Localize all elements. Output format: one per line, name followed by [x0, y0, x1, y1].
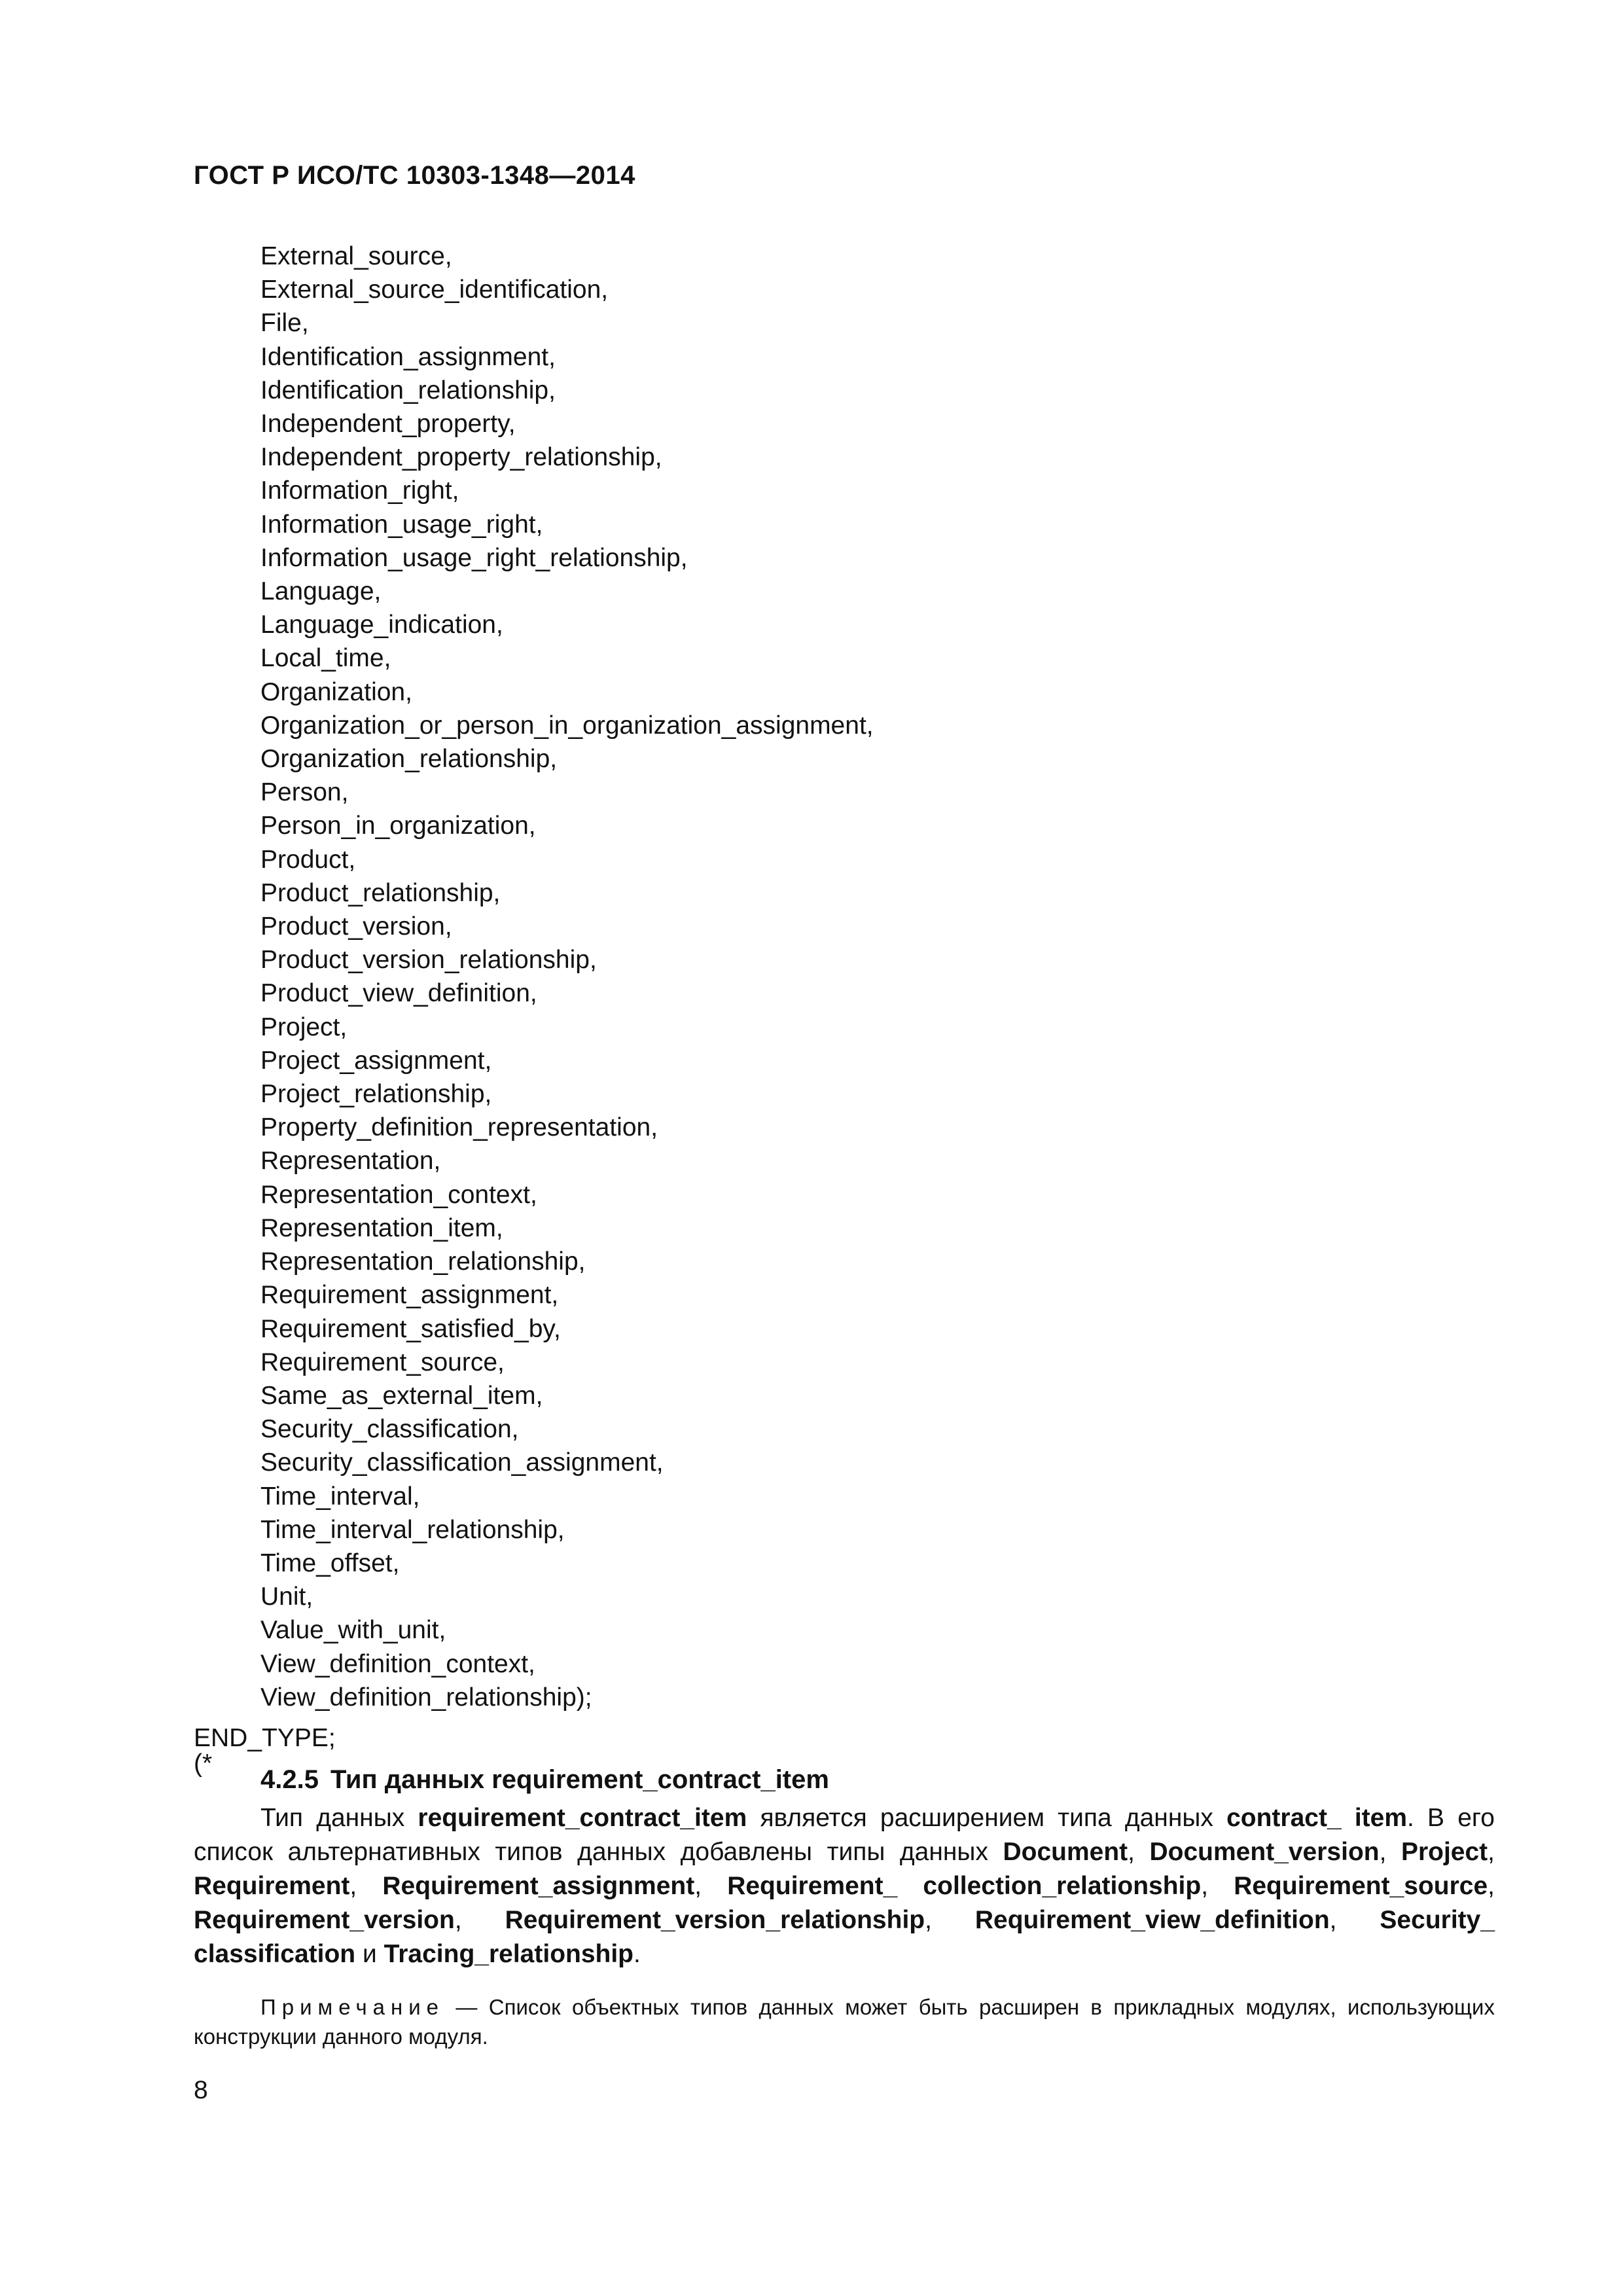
standard-code-header: ГОСТ Р ИСО/ТС 10303-1348—2014 [194, 161, 635, 190]
paragraph-text: и [355, 1940, 384, 1968]
section-body-paragraph [194, 1801, 1495, 1971]
paragraph-text: , [925, 1906, 975, 1934]
note-paragraph [194, 1992, 1495, 2051]
entity-list-item: Product_view_definition, [260, 979, 537, 1008]
type-name: Project [1400, 1838, 1488, 1866]
entity-list-item: Independent_property_relationship, [260, 443, 662, 472]
entity-list-item: View_definition_relationship); [260, 1683, 592, 1712]
entity-list-item: Language_indication, [260, 611, 503, 639]
paragraph-text: , [349, 1872, 383, 1900]
entity-list-item: Security_classification, [260, 1415, 519, 1444]
entity-list-item: Information_usage_right, [260, 510, 543, 539]
entity-list-item: Representation_context, [260, 1180, 537, 1209]
type-name: Requirement [194, 1872, 350, 1900]
note-label: Примечание [260, 1995, 445, 2019]
paragraph-text: , [454, 1906, 505, 1934]
entity-list-item: Independent_property, [260, 410, 516, 439]
entity-list-item: Security_classification_assignment, [260, 1448, 664, 1477]
entity-list-item: Product, [260, 845, 356, 874]
entity-list-item: Organization, [260, 677, 412, 706]
entity-list-item: Project_relationship, [260, 1080, 492, 1109]
paragraph-text: , [1379, 1838, 1401, 1866]
paragraph-text: , [1488, 1872, 1495, 1900]
entity-list-item: Information_usage_right_relationship, [260, 543, 688, 572]
entity-list-item: Requirement_assignment, [260, 1281, 559, 1310]
entity-list-item: External_source, [260, 242, 452, 270]
entity-list-item: Same_as_external_item, [260, 1381, 543, 1410]
entity-list-item: Requirement_satisfied_by, [260, 1314, 561, 1343]
entity-list-item: Identification_assignment, [260, 342, 556, 371]
end-type-keyword: END_TYPE; [194, 1724, 336, 1752]
entity-list-item: Local_time, [260, 644, 391, 673]
entity-list-item: Person_in_organization, [260, 812, 536, 840]
entity-list-item: Time_interval_relationship, [260, 1515, 565, 1544]
entity-list-item: Organization_or_person_in_organization_assignment, [260, 711, 874, 740]
paragraph-text: . В его список альтернативных типов данных добавлены типы данных [194, 1804, 1495, 1866]
entity-list-item: Organization_relationship, [260, 745, 558, 774]
entity-list-item: Language, [260, 577, 382, 606]
note-text: — Список объектных типов данных может быть расширен в прикладных модулях, использующих конструкции данного модуля. [194, 1995, 1495, 2049]
entity-list-item: Person, [260, 778, 349, 807]
type-name: Requirement_source [1234, 1872, 1488, 1900]
type-name: requirement_contract_item [418, 1804, 747, 1832]
section-title: Тип данных requirement_contract_item [330, 1765, 829, 1794]
entity-list-item: Product_version_relationship, [260, 946, 597, 975]
entity-list-item: Representation, [260, 1147, 441, 1175]
type-name: Requirement_version [194, 1906, 455, 1934]
paragraph-text: Тип данных [260, 1804, 418, 1832]
type-name: Requirement_version_relationship [505, 1906, 925, 1934]
type-name: Tracing_relationship [383, 1940, 634, 1968]
comment-open-marker: (* [194, 1749, 213, 1778]
type-name: Document_version [1149, 1838, 1380, 1866]
entity-list-item: Representation_item, [260, 1213, 503, 1242]
paragraph-text: , [1329, 1906, 1380, 1934]
type-name: Document [1003, 1838, 1128, 1866]
entity-list-item: Representation_relationship, [260, 1247, 586, 1276]
paragraph-text: . [633, 1940, 641, 1968]
entity-list-item: Product_version, [260, 912, 452, 941]
entity-list-item: Value_with_unit, [260, 1616, 446, 1645]
entity-list-item: Unit, [260, 1583, 313, 1611]
type-name: Security_ classification [194, 1906, 1495, 1968]
type-name: Requirement_view_definition [974, 1906, 1330, 1934]
section-number: 4.2.5 [260, 1765, 319, 1794]
entity-list-item: View_definition_context, [260, 1649, 535, 1678]
entity-list-item: Information_right, [260, 476, 459, 505]
entity-list-item: Time_offset, [260, 1549, 400, 1577]
page-number: 8 [194, 2076, 208, 2104]
type-name: Requirement_ collection_relationship [727, 1872, 1202, 1900]
type-name: Requirement_assignment [382, 1872, 695, 1900]
entity-list-item: Identification_relationship, [260, 376, 556, 404]
entity-list-item: External_source_identification, [260, 276, 609, 304]
entity-type-list [260, 240, 874, 1714]
type-name: contract_ item [1226, 1804, 1408, 1832]
paragraph-text: , [1201, 1872, 1234, 1900]
paragraph-text: , [694, 1872, 728, 1900]
entity-list-item: Time_interval, [260, 1482, 420, 1511]
section-heading [260, 1765, 829, 1795]
entity-list-item: Product_relationship, [260, 878, 501, 907]
entity-list-item: Requirement_source, [260, 1348, 505, 1376]
entity-list-item: Property_definition_representation, [260, 1113, 658, 1142]
entity-list-item: File, [260, 309, 309, 338]
paragraph-text: , [1488, 1838, 1495, 1866]
paragraph-text: является расширением типа данных [747, 1804, 1227, 1832]
paragraph-text: , [1128, 1838, 1150, 1866]
entity-list-item: Project_assignment, [260, 1046, 492, 1075]
entity-list-item: Project, [260, 1013, 348, 1041]
